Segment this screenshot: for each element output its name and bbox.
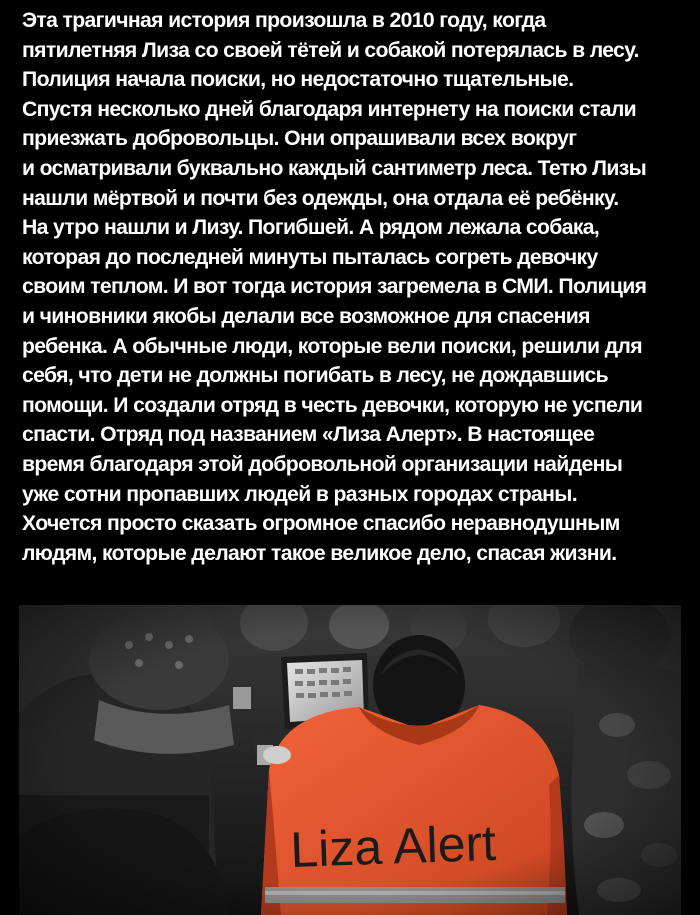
text-line: приезжать добровольцы. Они опрашивали всех вокруг [22, 127, 577, 151]
text-line: время благодаря этой добровольной организации найдены [22, 452, 623, 476]
text-line: себя, что дети не должны погибать в лесу, не дождавшись [22, 364, 608, 388]
text-line: нашли мёртвой и почти без одежды, она отдала её ребёнку. [22, 186, 619, 210]
text-line: пятилетняя Лиза со своей тётей и собакой потерялась в лесу. [22, 38, 639, 62]
post-text [22, 6, 687, 568]
text-line: своим теплом. И вот тогда история загремела в СМИ. Полиция [22, 275, 647, 299]
text-line: людям, которые делают такое великое дело, спасая жизни. [22, 541, 617, 565]
text-line: Хочется просто сказать огромное спасибо неравнодушным [22, 512, 620, 536]
text-line: На утро нашли и Лизу. Погибшей. А рядом лежала собака, [22, 216, 600, 240]
text-line: и осматривали буквально каждый сантиметр леса. Тетю Лизы [22, 156, 647, 180]
photo-vignette [19, 605, 681, 915]
volunteers-photo [19, 605, 681, 915]
text-line: помощи. И создали отряд в честь девочки, которую не успели [22, 393, 643, 417]
text-line: которая до последней минуты пыталась согреть девочку [22, 245, 598, 269]
text-line: Эта трагичная история произошла в 2010 году, когда [22, 9, 546, 32]
text-line: спасти. Отряд под названием «Лиза Алерт». В настоящее [22, 423, 595, 447]
text-line: и чиновники якобы делали все возможное для спасения [22, 304, 590, 328]
text-line: уже сотни пропавших людей в разных городах страны. [22, 482, 577, 506]
text-line: Полиция начала поиски, но недостаточно тщательные. [22, 68, 574, 92]
text-line: Спустя несколько дней благодаря интернету на поиски стали [22, 97, 637, 121]
photo-illustration [19, 605, 681, 915]
text-line: ребенка. А обычные люди, которые вели поиски, решили для [22, 334, 642, 358]
